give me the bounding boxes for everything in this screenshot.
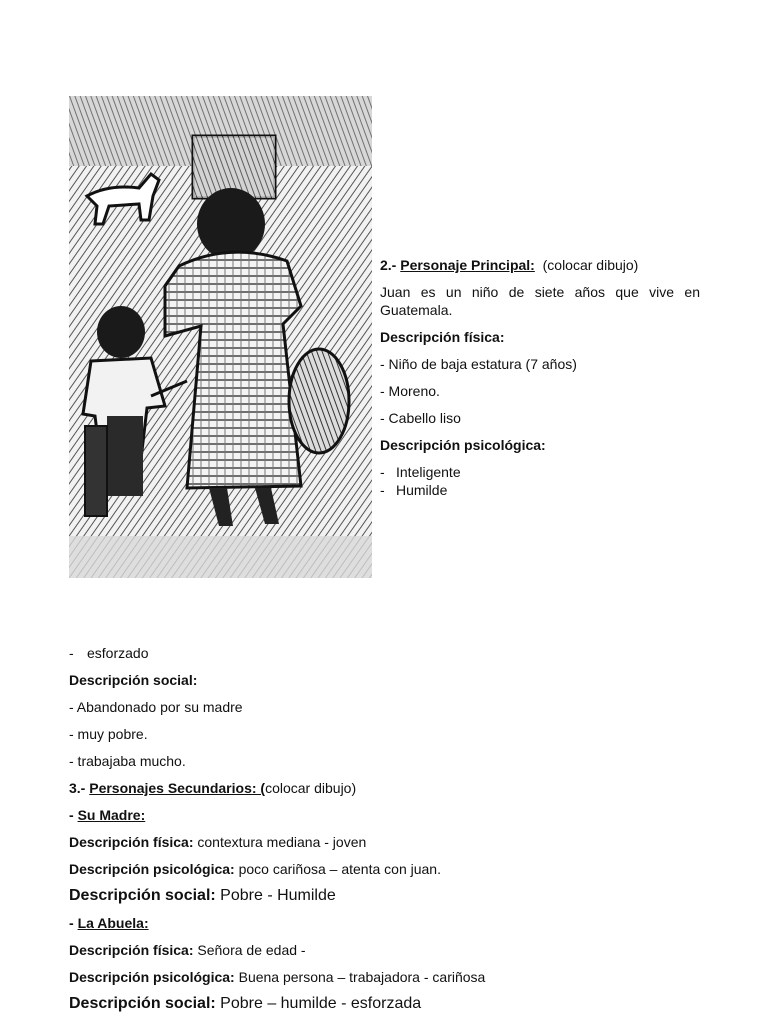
abuela-social-value: Pobre – humilde - esforzada [220,995,422,1012]
dash-glyph: - [380,464,385,480]
principal-psico-item-text: Humilde [396,482,448,498]
principal-intro-line1: Juan es un niño de siete años que vive en [380,284,700,300]
madre-psico-label: Descripción psicológica: [69,861,235,877]
madre-social-row [69,887,709,905]
madre-fisica-label: Descripción física: [69,834,194,850]
principal-heading-number: 2.- [380,257,397,273]
principal-heading-note: (colocar dibujo) [542,257,639,273]
dash-glyph: - [69,915,74,931]
abuela-social-row [69,995,709,1013]
principal-fisica-item: - Moreno. [380,383,440,399]
principal-psico-label: Descripción psicológica: [380,437,546,453]
principal-psico-item-text: Inteligente [396,464,461,480]
principal-character-section [380,256,700,499]
abuela-title-row [69,914,709,932]
principal-heading-title: Personaje Principal: [400,257,535,273]
principal-intro-line2: Guatemala. [380,302,453,318]
principal-social-label: Descripción social: [69,672,198,688]
principal-fisica-item: - Niño de baja estatura (7 años) [380,356,577,372]
madre-title-row [69,806,709,824]
abuela-psico-row [69,968,709,986]
madre-social-value: Pobre - Humilde [220,887,336,904]
principal-fisica-item: - Cabello liso [380,410,461,426]
secundarios-heading [69,779,709,797]
abuela-fisica-label: Descripción física: [69,942,194,958]
dash-glyph: - [69,645,74,661]
abuela-psico-value: Buena persona – trabajadora - cariñosa [238,969,486,985]
principal-psico-item [380,481,700,499]
principal-social-item: - muy pobre. [69,726,148,742]
secundarios-heading-note: colocar dibujo) [265,780,357,796]
madre-psico-value: poco cariñosa – atenta con juan. [238,861,441,877]
madre-title: Su Madre: [77,807,146,823]
character-illustration [69,96,372,578]
dash-glyph: - [69,807,74,823]
principal-heading [380,256,700,274]
principal-psico-item [380,463,700,481]
abuela-fisica-value: Señora de edad - [197,942,306,958]
principal-social-item: - Abandonado por su madre [69,699,243,715]
abuela-title: La Abuela: [77,915,149,931]
madre-social-label: Descripción social: [69,887,216,904]
principal-psico-item [69,644,709,662]
abuela-fisica-row [69,941,709,959]
madre-fisica-value: contextura mediana - joven [197,834,367,850]
dash-glyph: - [380,482,385,498]
secundarios-heading-title: Personajes Secundarios: ( [89,780,266,796]
lower-section [69,644,709,1013]
abuela-psico-label: Descripción psicológica: [69,969,235,985]
principal-social-item: - trabajaba mucho. [69,753,186,769]
madre-fisica-row [69,833,709,851]
principal-fisica-label: Descripción física: [380,329,505,345]
abuela-social-label: Descripción social: [69,995,216,1012]
madre-psico-row [69,860,709,878]
secundarios-heading-number: 3.- [69,780,86,796]
woodcut-drawing [69,96,372,578]
principal-psico-item-text: esforzado [87,645,149,661]
